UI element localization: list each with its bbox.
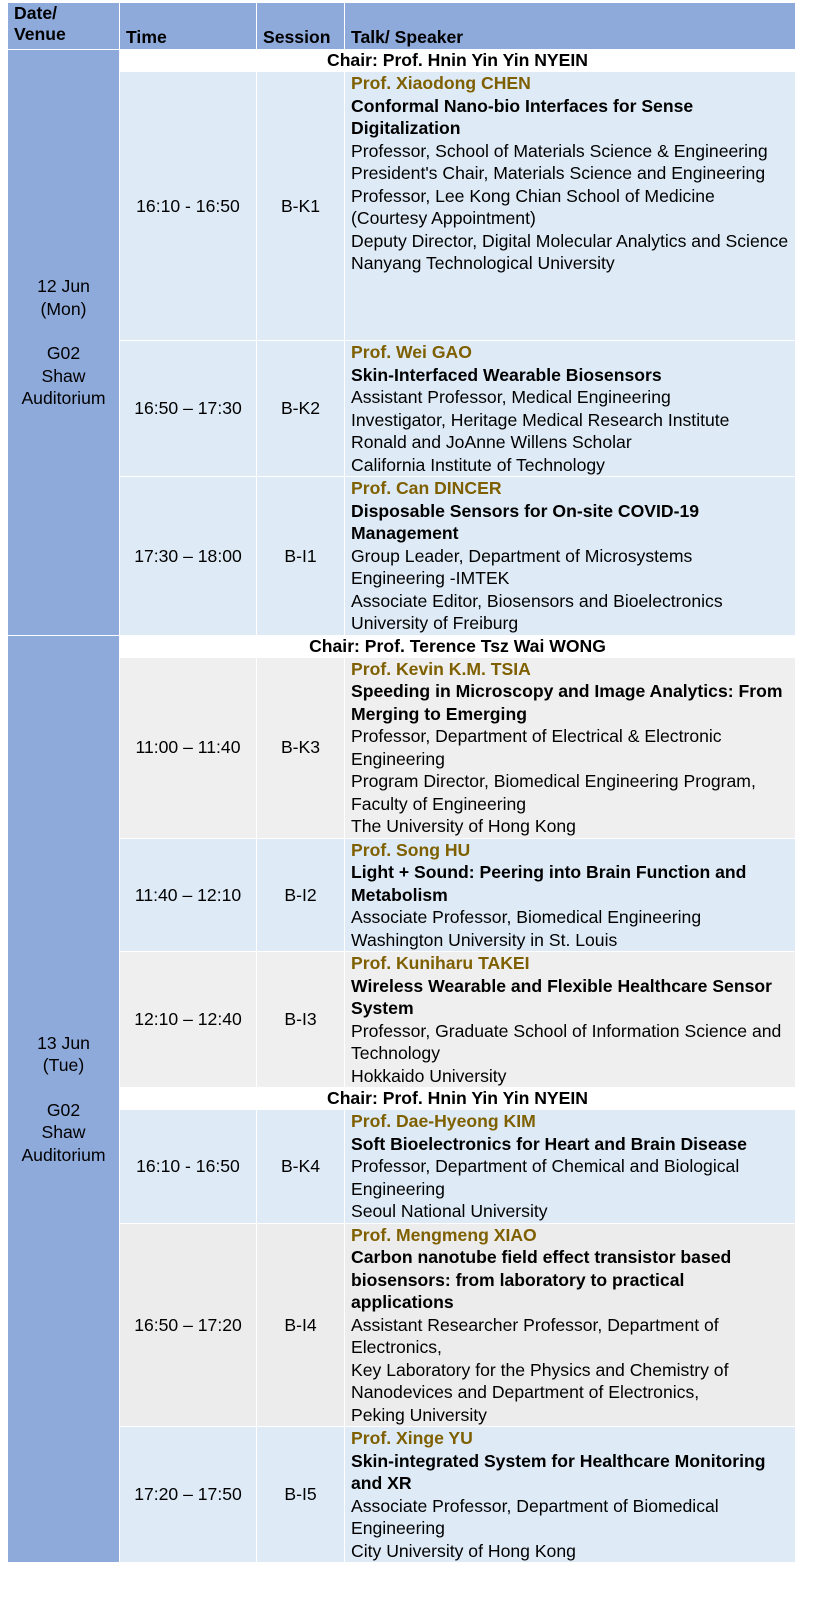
venue-name: Shaw [41,365,86,386]
talk-session: B-K2 [257,341,345,477]
talk-row [8,657,796,838]
talk-title: Wireless Wearable and Flexible Healthcare Sensor System [351,975,772,1018]
affiliation: Hokkaido University [351,1065,507,1086]
talk-row [8,341,796,477]
talk-title: Soft Bioelectronics for Heart and Brain Disease [351,1133,747,1154]
affiliation: Professor, School of Materials Science & Engineering [351,140,768,161]
day-weekday: (Tue) [42,1055,85,1075]
affiliation: Seoul National University [351,1201,548,1221]
talk-time: 16:10 - 16:50 [120,72,257,341]
talk-title: Skin-integrated System for Healthcare Monitoring and XR [351,1450,766,1493]
affiliation: City University of Hong Kong [351,1540,576,1561]
day-venue-cell [8,635,120,1563]
speaker-name: Prof. Xiaodong CHEN [351,73,531,93]
talk-details [345,1110,796,1224]
affiliation: Associate Professor, Biomedical Engineering [351,907,702,927]
talk-session: B-K4 [257,1110,345,1224]
speaker-name: Prof. Kevin K.M. TSIA [351,658,531,679]
talk-time: 16:50 – 17:30 [120,341,257,477]
talk-title: Disposable Sensors for On-site COVID-19 Management [351,500,700,543]
affiliation: Washington University in St. Louis [351,929,618,950]
header-session: Session [257,3,345,50]
talk-title: Speeding in Microscopy and Image Analytics: From Merging to Emerging [351,681,783,724]
affiliation: Associate Professor, Department of Biomedical Engineering [351,1495,719,1538]
talk-details [345,72,796,341]
talk-details [345,952,796,1088]
talk-time: 12:10 – 12:40 [120,952,257,1088]
affiliation: California Institute of Technology [351,454,605,475]
speaker-name: Prof. Can DINCER [351,478,502,498]
chair-label: Chair: Prof. Hnin Yin Yin NYEIN [120,50,796,72]
affiliation: Professor, Lee Kong Chian School of Medicine (Courtesy Appointment) [351,185,715,228]
talk-row [8,838,796,952]
header-time: Time [120,3,257,50]
speaker-name: Prof. Wei GAO [351,342,472,362]
venue-name-2: Auditorium [21,1144,106,1165]
talk-time: 16:10 - 16:50 [120,1110,257,1224]
day-date: 12 Jun [37,276,90,296]
talk-details [345,341,796,477]
talk-row [8,1110,796,1224]
venue-name-2: Auditorium [21,388,106,408]
talk-row [8,477,796,636]
affiliation: Peking University [351,1404,487,1425]
talk-details [345,477,796,636]
talk-details [345,1223,796,1427]
affiliation: Investigator, Heritage Medical Research Institute [351,409,730,430]
day-date: 13 Jun [37,1032,90,1053]
affiliation: Group Leader, Department of Microsystems Engineering -IMTEK [351,545,693,588]
affiliation: Assistant Researcher Professor, Department of Electronics, [351,1314,719,1357]
speaker-name: Prof. Xinge YU [351,1428,473,1448]
talk-time: 16:50 – 17:20 [120,1223,257,1427]
affiliation: Assistant Professor, Medical Engineering [351,387,671,407]
header-talk-speaker: Talk/ Speaker [345,3,796,50]
affiliation: President's Chair, Materials Science and Engineering [351,163,766,183]
talk-time: 17:30 – 18:00 [120,477,257,636]
chair-label: Chair: Prof. Hnin Yin Yin NYEIN [120,1088,796,1110]
affiliation: Professor, Department of Electrical & Electronic Engineering [351,726,722,769]
talk-details [345,1427,796,1563]
talk-time: 11:40 – 12:10 [120,838,257,952]
talk-session: B-I5 [257,1427,345,1563]
affiliation: Associate Editor, Biosensors and Bioelectronics [351,590,723,611]
talk-details [345,838,796,952]
speaker-name: Prof. Kuniharu TAKEI [351,953,530,973]
header-row [8,3,796,50]
chair-row [8,635,796,657]
affiliation: University of Freiburg [351,613,519,633]
talk-title: Skin-Interfaced Wearable Biosensors [351,364,662,385]
chair-row [8,50,796,72]
talk-session: B-K3 [257,657,345,838]
speaker-name: Prof. Dae-Hyeong KIM [351,1111,536,1131]
talk-session: B-I2 [257,838,345,952]
talk-session: B-I1 [257,477,345,636]
talk-title: Carbon nanotube field effect transistor based biosensors: from laboratory to practical applications [351,1247,732,1312]
day-weekday: (Mon) [40,298,87,319]
chair-label: Chair: Prof. Terence Tsz Wai WONG [120,635,796,657]
schedule-page [7,2,795,1599]
affiliation: Professor, Department of Chemical and Biological Engineering [351,1156,740,1199]
affiliation: Professor, Graduate School of Information Science and Technology [351,1020,782,1063]
talk-row [8,72,796,341]
talk-row [8,1223,796,1427]
talk-time: 17:20 – 17:50 [120,1427,257,1563]
talk-session: B-I3 [257,952,345,1088]
talk-time: 11:00 – 11:40 [120,657,257,838]
affiliation: Key Laboratory for the Physics and Chemistry of Nanodevices and Department of Electronics, [351,1359,729,1402]
venue-room: G02 [46,1099,81,1120]
affiliation: Deputy Director, Digital Molecular Analytics and Science [351,230,789,251]
affiliation: Program Director, Biomedical Engineering Program, Faculty of Engineering [351,771,756,814]
affiliation: The University of Hong Kong [351,816,576,836]
header-date-venue: Date/ Venue [8,3,120,50]
affiliation: Ronald and JoAnne Willens Scholar [351,432,632,452]
talk-title: Light + Sound: Peering into Brain Function and Metabolism [351,862,747,905]
affiliation: Nanyang Technological University [351,253,615,273]
day-venue-cell [8,50,120,636]
talk-session: B-K1 [257,72,345,341]
venue-name: Shaw [41,1122,86,1142]
talk-session: B-I4 [257,1223,345,1427]
talk-title: Conformal Nano-bio Interfaces for Sense Digitalization [351,95,694,138]
speaker-name: Prof. Mengmeng XIAO [351,1224,537,1245]
chair-row [8,1088,796,1110]
schedule-table [7,2,796,1563]
venue-room: G02 [46,343,81,363]
speaker-name: Prof. Song HU [351,839,471,860]
talk-details [345,657,796,838]
talk-row [8,1427,796,1563]
talk-row [8,952,796,1088]
